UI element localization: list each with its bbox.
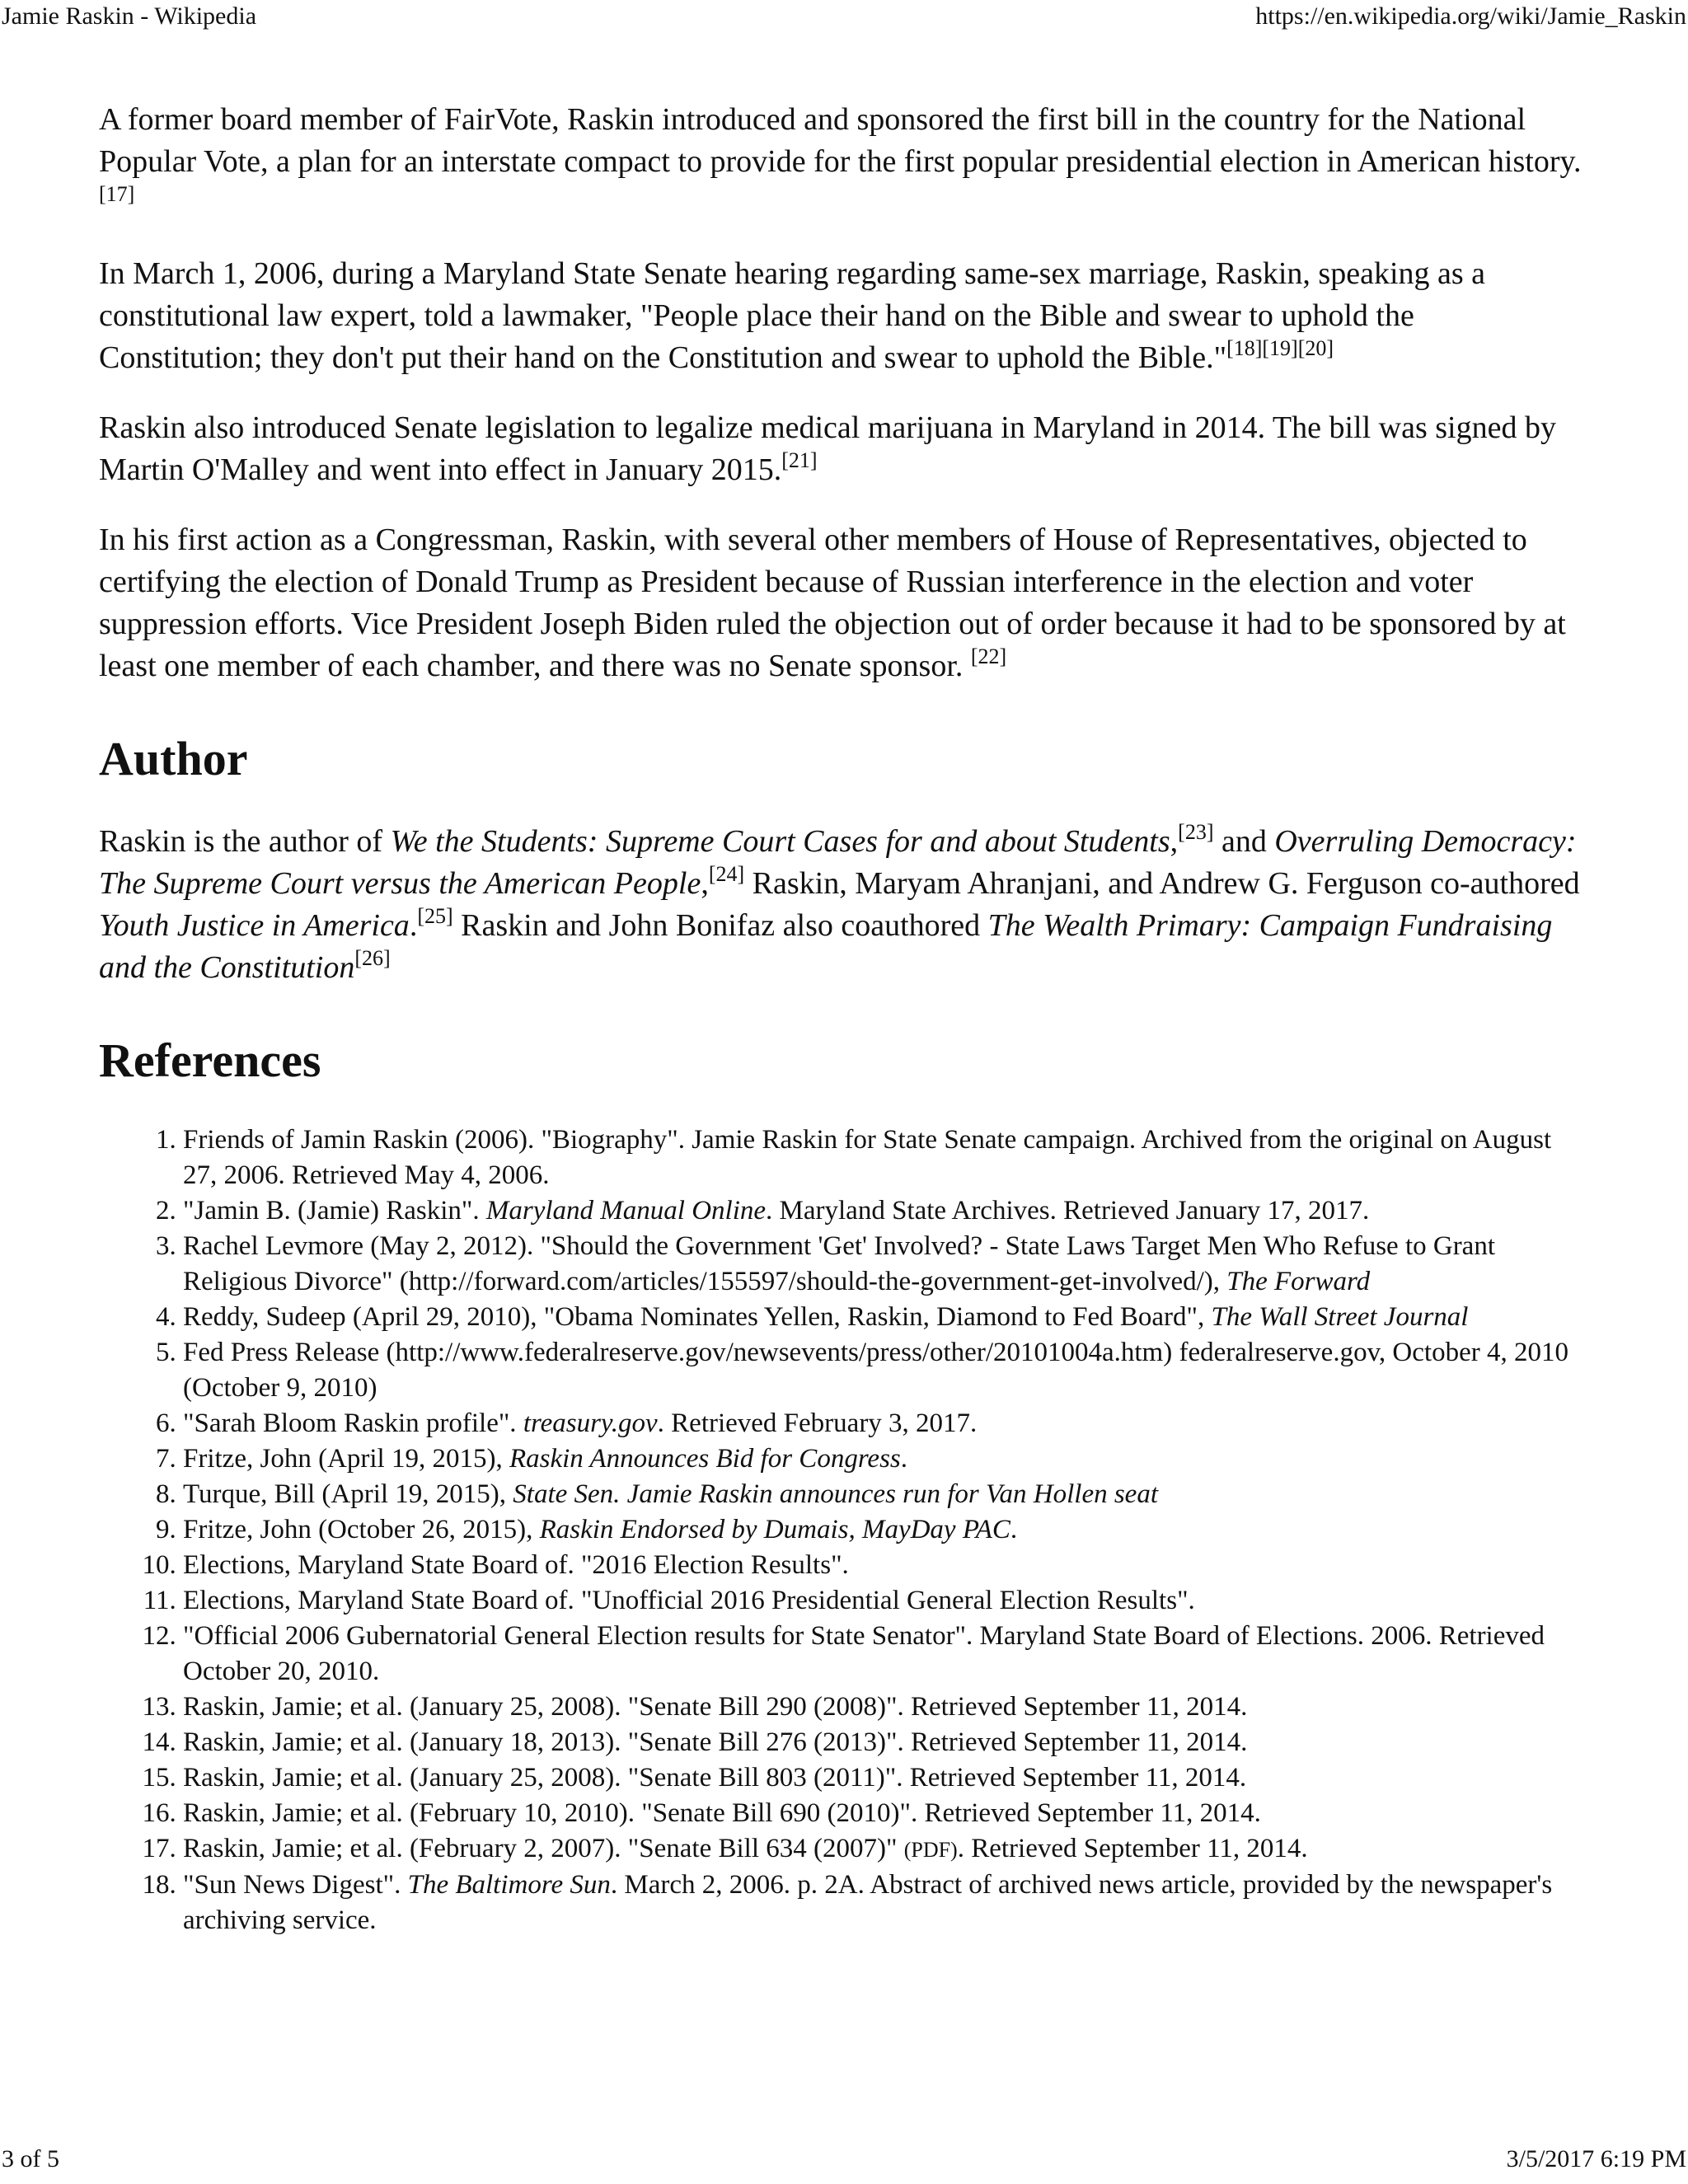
reference-item: 3. Rachel Levmore (May 2, 2012). "Should the Government 'Get' Involved? - State Laws Target Men Who Refuse to Grant Religious Divorce" (http://forward.com/articles/155597/should-the-government-get-involved/), The Forward: [183, 1229, 1582, 1300]
page-number: 3 of 5: [2, 2145, 59, 2172]
reference-item: 17. Raskin, Jamie; et al. (February 2, 2007). "Senate Bill 634 (2007)" (PDF). Retrieved September 11, 2014.: [183, 1831, 1582, 1868]
citation-link[interactable]: [24]: [708, 862, 745, 886]
reference-item: 2. "Jamin B. (Jamie) Raskin". Maryland Manual Online. Maryland State Archives. Retrieved January 17, 2017.: [183, 1193, 1582, 1229]
citation-link[interactable]: [21]: [781, 448, 818, 472]
reference-item: 16. Raskin, Jamie; et al. (February 10, 2010). "Senate Bill 690 (2010)". Retrieved September 11, 2014.: [183, 1796, 1582, 1831]
book-title: We the Students: Supreme Court Cases for and about Students: [390, 824, 1170, 859]
print-timestamp: 3/5/2017 6:19 PM: [1506, 2145, 1686, 2172]
citation-link[interactable]: [25]: [417, 904, 453, 928]
pdf-label: (PDF): [903, 1838, 958, 1862]
book-title: The Wealth Primary: Campaign Fundraising and the Constitution: [99, 908, 1553, 985]
section-heading-references: References: [99, 1033, 321, 1087]
page-header-title: Jamie Raskin - Wikipedia: [2, 2, 257, 30]
citation-link[interactable]: [23]: [1178, 820, 1214, 844]
reference-item: 15. Raskin, Jamie; et al. (January 25, 2008). "Senate Bill 803 (2011)". Retrieved September 11, 2014.: [183, 1760, 1582, 1796]
reference-item: 8. Turque, Bill (April 19, 2015), State Sen. Jamie Raskin announces run for Van Hollen seat: [183, 1477, 1582, 1512]
reference-item: 18. "Sun News Digest". The Baltimore Sun. March 2, 2006. p. 2A. Abstract of archived news article, provided by the newspaper's archiving service.: [183, 1868, 1582, 1938]
reference-item: 6. "Sarah Bloom Raskin profile". treasury.gov. Retrieved February 3, 2017.: [183, 1406, 1582, 1441]
reference-item: 9. Fritze, John (October 26, 2015), Raskin Endorsed by Dumais, MayDay PAC.: [183, 1512, 1582, 1548]
paragraph-medical-marijuana: Raskin also introduced Senate legislation to legalize medical marijuana in Maryland in 2014. The bill was signed by Martin O'Malley and went into effect in January 2015.[21]: [99, 410, 1556, 487]
paragraph-fairvote: A former board member of FairVote, Raskin introduced and sponsored the first bill in the country for the National Popular Vote, a plan for an interstate compact to provide for the first popular presidential election in American history.[17]: [99, 102, 1582, 206]
paragraph-election-objection: In his first action as a Congressman, Raskin, with several other members of House of Representatives, objected to certifying the election of Donald Trump as President because of Russian interference in the election and voter suppression efforts. Vice President Joseph Biden ruled the objection out of order because it had to be sponsored by at least one member of each chamber, and there was no Senate sponsor. [22]: [99, 523, 1566, 683]
reference-item: 4. Reddy, Sudeep (April 29, 2010), "Obama Nominates Yellen, Raskin, Diamond to Fed Board", The Wall Street Journal: [183, 1300, 1582, 1335]
section-heading-author: Author: [99, 732, 248, 785]
reference-item: 14. Raskin, Jamie; et al. (January 18, 2013). "Senate Bill 276 (2013)". Retrieved September 11, 2014.: [183, 1725, 1582, 1760]
citation-link[interactable]: [17]: [99, 182, 135, 206]
reference-item: 10. Elections, Maryland State Board of. "2016 Election Results".: [183, 1548, 1582, 1583]
citation-link[interactable]: [22]: [970, 644, 1007, 668]
page-header-url[interactable]: https://en.wikipedia.org/wiki/Jamie_Raskin: [1255, 2, 1686, 30]
reference-item: 7. Fritze, John (April 19, 2015), Raskin Announces Bid for Congress.: [183, 1441, 1582, 1477]
citation-link[interactable]: [26]: [354, 946, 391, 970]
reference-item: 12. "Official 2006 Gubernatorial General Election results for State Senator". Maryland State Board of Elections. 2006. Retrieved October 20, 2010.: [183, 1619, 1582, 1690]
paragraph-author: Raskin is the author of We the Students: Supreme Court Cases for and about Students,[23] and Overruling Democracy: The Supreme Court versus the American People,[24] Raskin, Maryam Ahranjani, and Andrew G. Ferguson co-authored Youth Justice in America.[25] Raskin and John Bonifaz also coauthored The Wealth Primary: Campaign Fundraising and the Constitution[26]: [99, 820, 1580, 985]
book-title: Youth Justice in America: [99, 908, 410, 943]
paragraph-same-sex-hearing: In March 1, 2006, during a Maryland State Senate hearing regarding same-sex marriage, Raskin, speaking as a constitutional law expert, told a lawmaker, "People place their hand on the Bible and swear to uphold the Constitution; they don't put their hand on the Constitution and swear to uphold the Bible."[18][19][20]: [99, 256, 1486, 375]
book-title: Overruling Democracy: The Supreme Court versus the American People: [99, 824, 1577, 901]
reference-item: 11. Elections, Maryland State Board of. "Unofficial 2016 Presidential General Election Results".: [183, 1583, 1582, 1619]
reference-item: 13. Raskin, Jamie; et al. (January 25, 2008). "Senate Bill 290 (2008)". Retrieved September 11, 2014.: [183, 1690, 1582, 1725]
references-list: [99, 1122, 1582, 1938]
citation-link[interactable]: [18][19][20]: [1226, 336, 1334, 360]
reference-item: 5. Fed Press Release (http://www.federalreserve.gov/newsevents/press/other/20101004a.htm) federalreserve.gov, October 4, 2010 (October 9, 2010): [183, 1335, 1582, 1406]
reference-item: 1. Friends of Jamin Raskin (2006). "Biography". Jamie Raskin for State Senate campaign. Archived from the original on August 27, 2006. Retrieved May 4, 2006.: [183, 1122, 1582, 1193]
article-content: [99, 99, 1582, 1938]
